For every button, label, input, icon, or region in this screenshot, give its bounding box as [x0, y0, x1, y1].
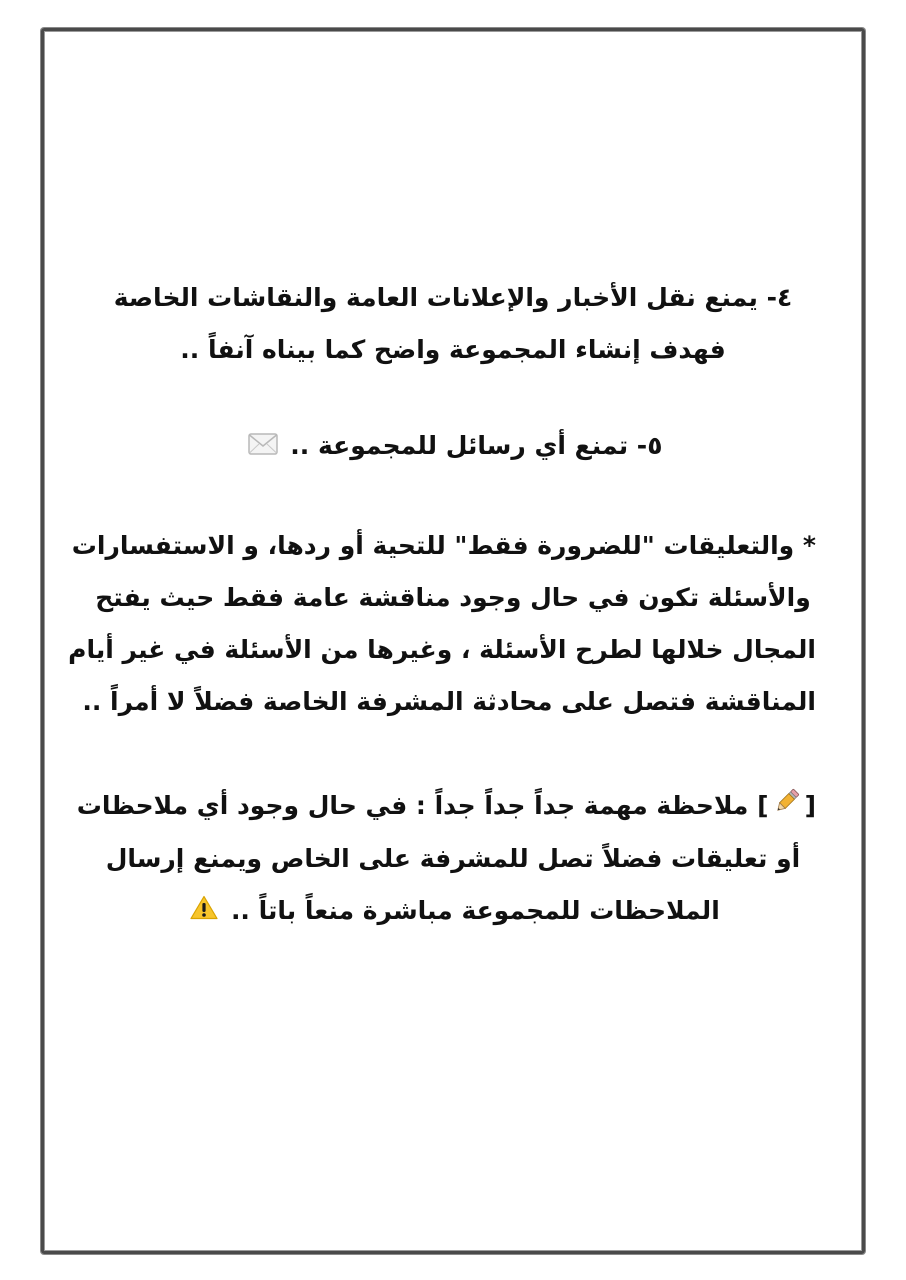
comments-line-1: * والتعليقات "للضرورة فقط" للتحية أو ردها، و الاستفسارات	[71, 531, 816, 560]
item-5-paragraph	[90, 420, 816, 473]
item-4-line-1: ٤- يمنع نقل الأخبار والإعلانات العامة والنقاشات الخاصة	[113, 283, 793, 312]
comments-paragraph	[68, 520, 816, 728]
pencil-icon	[773, 781, 801, 833]
comments-line-4: المناقشة فتصل على محادثة المشرفة الخاصة فضلاً لا أمراً ..	[82, 687, 816, 716]
item-5-text: ٥- تمنع أي رسائل للمجموعة ..	[290, 431, 663, 460]
item-4-line-2: فهدف إنشاء المجموعة واضح كما بيناه آنفاً ..	[180, 335, 726, 364]
item-4-paragraph	[90, 272, 816, 376]
bracket-open: [	[804, 791, 816, 820]
warning-icon	[190, 886, 218, 938]
note-paragraph	[76, 780, 816, 938]
note-line-3-text: الملاحظات للمجموعة مباشرة منعاً باتاً ..	[230, 896, 720, 925]
bracket-close: ]	[757, 791, 769, 820]
item-5-line	[90, 420, 816, 473]
note-line-2: أو تعليقات فضلاً تصل للمشرفة على الخاص ويمنع إرسال	[105, 844, 801, 873]
comments-line-3: المجال خلالها لطرح الأسئلة ، وغيرها من الأسئلة في غير أيام	[68, 635, 816, 664]
note-line-3	[90, 885, 816, 938]
note-line-1	[76, 780, 816, 833]
comments-line-2: والأسئلة تكون في حال وجود مناقشة عامة فقط حيث يفتح	[95, 583, 811, 612]
envelope-icon	[248, 421, 278, 473]
note-line-1-text: ملاحظة مهمة جداً جداً جداً : في حال وجود أي ملاحظات	[76, 791, 749, 820]
